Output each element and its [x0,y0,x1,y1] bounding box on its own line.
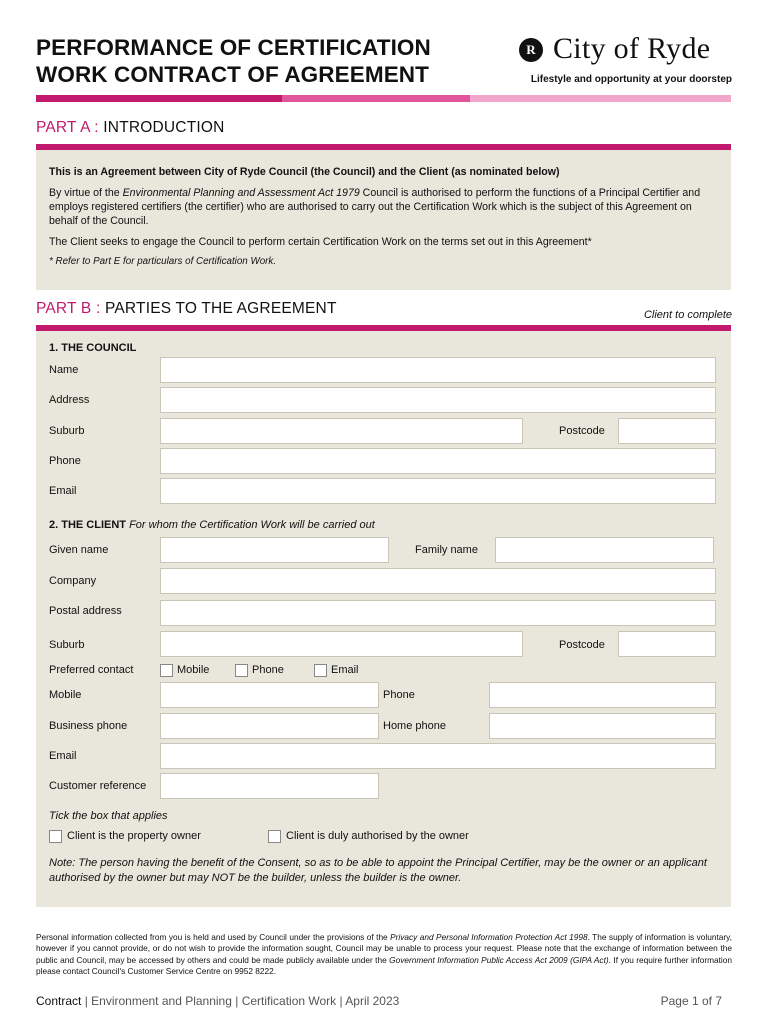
document-title [36,34,506,88]
client-suburb-label: Suburb [49,639,85,651]
client-home-phone-field[interactable] [489,713,716,739]
client-postal-address-label: Postal address [49,605,122,617]
client-postal-address-field[interactable] [160,600,716,626]
authorised-by-owner-checkbox[interactable] [268,830,281,843]
page-footer [36,994,722,1008]
logo-mark-icon: R [519,38,543,62]
part-b-title: PARTIES TO THE AGREEMENT [105,300,337,317]
part-a-heading [36,119,731,137]
council-suburb-field[interactable] [160,418,523,444]
client-company-field[interactable] [160,568,716,594]
property-owner-label: Client is the property owner [67,830,201,842]
council-address-field[interactable] [160,387,716,413]
authorised-by-owner-label: Client is duly authorised by the owner [286,830,469,842]
council-phone-field[interactable] [160,448,716,474]
footer-details: | Environment and Planning | Certification Work | April 2023 [81,994,400,1008]
council-phone-label: Phone [49,455,81,467]
client-email-field[interactable] [160,743,716,769]
band-segment-2 [282,95,470,102]
part-a-label: PART A : [36,119,104,136]
city-of-ryde-logo [517,34,732,90]
client-email-label: Email [49,750,77,762]
council-address-label: Address [49,394,90,406]
introduction-panel [36,150,731,290]
intro-footnote: * Refer to Part E for particulars of Certification Work. [49,256,277,267]
document-header [36,34,732,94]
council-heading: 1. THE COUNCIL [49,342,137,354]
colour-band [36,95,731,102]
council-suburb-label: Suburb [49,425,85,437]
part-b-heading [36,300,731,318]
preferred-mobile-label: Mobile [177,664,210,676]
council-email-label: Email [49,485,77,497]
logo-tagline: Lifestyle and opportunity at your doorstep [530,74,732,85]
part-b-label: PART B : [36,300,105,317]
client-family-name-label: Family name [415,544,478,556]
preferred-phone-label: Phone [252,664,284,676]
client-postcode-field[interactable] [618,631,716,657]
footer-doc-label: Contract [36,994,82,1008]
page-number: Page 1 of 7 [660,994,722,1008]
preferred-contact-label: Preferred contact [49,664,134,676]
council-postcode-field[interactable] [618,418,716,444]
intro-agreement-line: This is an Agreement between City of Ryde Council (the Council) and the Client (as nominated below) [49,166,560,178]
client-company-label: Company [49,575,97,587]
client-family-name-field[interactable] [495,537,714,563]
client-phone-field[interactable] [489,682,716,708]
intro-authority-paragraph: By virtue of the Environmental Planning and Assessment Act 1979 Council is authorised to perform the functions of a Principal Certifier and employs registered certifiers (the certifier) who are authorised to carry out the Certification Work which is the subject of this Agreement on behalf of the Council. [49,187,701,227]
client-suburb-field[interactable] [160,631,523,657]
part-a-title: INTRODUCTION [103,119,225,136]
intro-engagement-line: The Client seeks to engage the Council to perform certain Certification Work on the terms set out in this Agreement* [49,236,592,248]
client-postcode-label: Postcode [559,639,605,651]
council-name-field[interactable] [160,357,716,383]
title-line-2: WORK CONTRACT OF AGREEMENT [36,62,429,87]
property-owner-checkbox[interactable] [49,830,62,843]
client-home-phone-label: Home phone [383,720,446,732]
client-to-complete-note: Client to complete [643,309,732,321]
client-given-name-label: Given name [49,544,109,556]
logo-text: City of Ryde [553,32,711,65]
client-business-phone-field[interactable] [160,713,379,739]
title-line-1: PERFORMANCE OF CERTIFICATION [36,35,431,60]
privacy-statement: Personal information collected from you is held and used by Council under the provisions of the Privacy and Personal Information Protection Act 1998. The supply of information is voluntary, however if you cannot provide, or do not wish to provide the information sought, Council may be unable to process your request. Please note that the exchange of information between the public and Council, may be accessed by others and could be made publicly available under the Government Information Public Access Act 2009 (GIPA Act). If you require further information please contact Council's Customer Service Centre on 9952 8222. [36,932,732,977]
parties-panel [36,331,731,907]
client-phone-label: Phone [383,689,415,701]
client-mobile-label: Mobile [49,689,82,701]
customer-reference-label: Customer reference [49,780,147,792]
client-given-name-field[interactable] [160,537,389,563]
council-name-label: Name [49,364,79,376]
band-segment-1 [36,95,282,102]
preferred-email-label: Email [331,664,359,676]
customer-reference-field[interactable] [160,773,379,799]
preferred-mobile-checkbox[interactable] [160,664,173,677]
consent-note: Note: The person having the benefit of the Consent, so as to be able to appoint the Principal Certifier, may be the owner or an applicant authorised by the owner but may NOT be the builder, unless the builder is the owner. [49,857,707,884]
client-mobile-field[interactable] [160,682,379,708]
council-postcode-label: Postcode [559,425,605,437]
preferred-phone-checkbox[interactable] [235,664,248,677]
preferred-email-checkbox[interactable] [314,664,327,677]
client-heading: 2. THE CLIENT For whom the Certification Work will be carried out [49,519,375,531]
council-email-field[interactable] [160,478,716,504]
client-business-phone-label: Business phone [49,720,128,732]
tick-box-instruction: Tick the box that applies [49,810,168,822]
band-segment-3 [470,95,731,102]
